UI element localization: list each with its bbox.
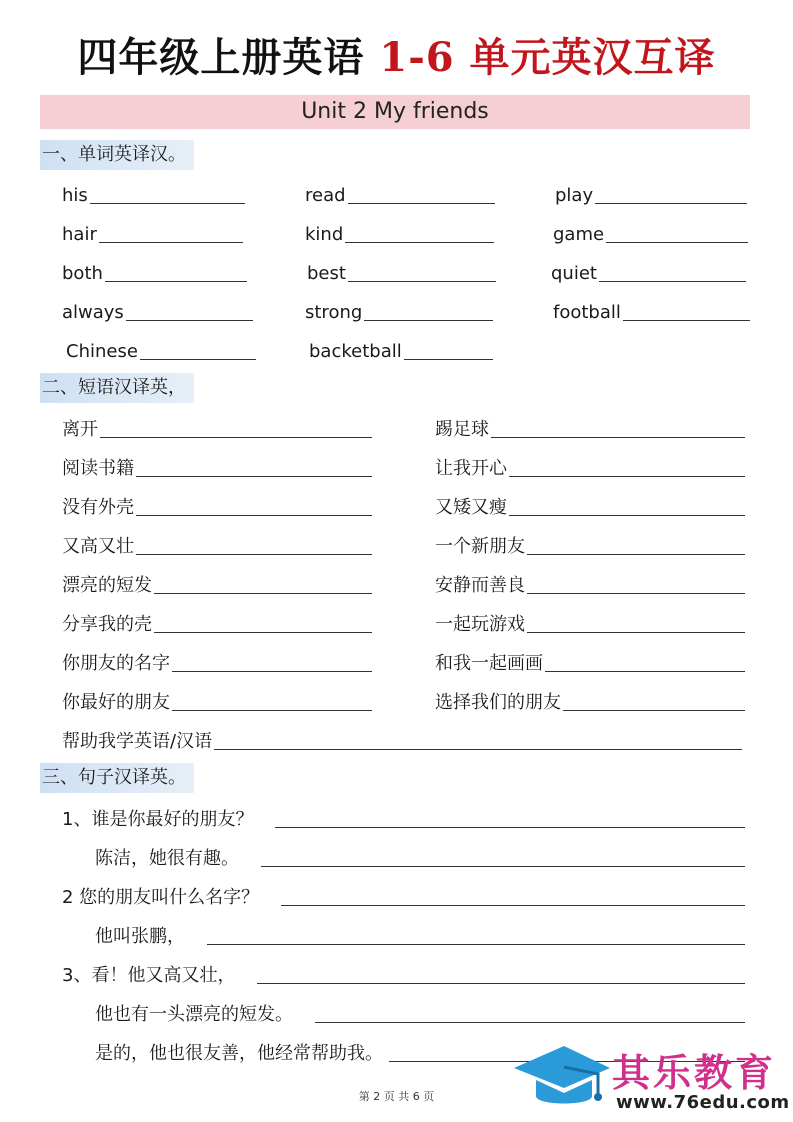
phrase-item (62, 414, 372, 442)
phrase-label: 一个新朋友 (435, 536, 525, 557)
phrase-label: 阅读书籍 (62, 458, 134, 479)
answer-blank[interactable] (154, 593, 372, 594)
sentence-item (62, 960, 745, 988)
page-footer: 第 2 页 共 6 页 (358, 1090, 435, 1103)
word-label: quiet (551, 263, 597, 284)
answer-blank[interactable] (491, 437, 745, 438)
answer-blank[interactable] (527, 593, 745, 594)
answer-blank[interactable] (281, 905, 745, 906)
word-item (307, 258, 496, 286)
sentence-label: 1、谁是你最好的朋友？ (62, 809, 254, 830)
answer-blank[interactable] (214, 749, 742, 750)
answer-blank[interactable] (404, 359, 493, 360)
sentence-item (95, 843, 745, 871)
phrase-item (62, 570, 372, 598)
phrase-item (435, 453, 745, 481)
phrase-item (435, 531, 745, 559)
word-item (62, 297, 253, 325)
unit-title-bar: Unit 2 My friends (40, 95, 750, 129)
sentence-label: 他叫张鹏， (95, 926, 185, 947)
word-item (553, 297, 750, 325)
word-item (62, 219, 243, 247)
phrase-item (435, 609, 745, 637)
word-item (551, 258, 746, 286)
section3-heading: 三、句子汉译英。 (40, 763, 194, 793)
word-label: strong (305, 302, 363, 323)
phrase-label: 又高又壮 (62, 536, 134, 557)
answer-blank[interactable] (90, 203, 245, 204)
phrase-label: 和我一起画画 (435, 653, 543, 674)
sentence-item (95, 999, 745, 1027)
word-label: hair (62, 224, 97, 245)
answer-blank[interactable] (595, 203, 747, 204)
phrase-item (62, 648, 372, 676)
answer-blank[interactable] (100, 437, 372, 438)
answer-blank[interactable] (172, 710, 372, 711)
phrase-item (62, 531, 372, 559)
phrase-label: 没有外壳 (62, 497, 134, 518)
answer-blank[interactable] (136, 515, 372, 516)
answer-blank[interactable] (527, 554, 745, 555)
phrase-item (435, 492, 745, 520)
answer-blank[interactable] (509, 476, 745, 477)
answer-blank[interactable] (105, 281, 247, 282)
answer-blank[interactable] (345, 242, 494, 243)
sentence-label: 2 您的朋友叫什么名字？ (62, 887, 260, 908)
word-label: game (553, 224, 605, 245)
sentence-item (62, 882, 745, 910)
sentence-item (62, 804, 745, 832)
section2-heading: 二、短语汉译英， (40, 373, 194, 403)
sentence-label: 他也有一头漂亮的短发。 (95, 1004, 293, 1025)
sentence-label: 是的，他也很友善，他经常帮助我。 (95, 1043, 383, 1064)
answer-blank[interactable] (348, 203, 495, 204)
answer-blank[interactable] (136, 554, 372, 555)
logo-url: www.76edu.com (616, 1092, 790, 1113)
phrase-item (435, 570, 745, 598)
word-item (555, 180, 747, 208)
word-item (305, 297, 493, 325)
phrase-item (62, 726, 742, 754)
word-label: his (62, 185, 88, 206)
word-item (66, 336, 256, 364)
title-part1: 四年级上册英语 (77, 34, 365, 81)
brand-logo (512, 1040, 790, 1116)
word-label: always (62, 302, 124, 323)
answer-blank[interactable] (257, 983, 745, 984)
phrase-label: 离开 (62, 419, 98, 440)
answer-blank[interactable] (275, 827, 745, 828)
word-label: football (553, 302, 621, 323)
sentence-label: 陈洁，她很有趣。 (95, 848, 239, 869)
word-label: backetball (309, 341, 402, 362)
answer-blank[interactable] (545, 671, 745, 672)
word-label: play (555, 185, 594, 206)
phrase-label: 一起玩游戏 (435, 614, 525, 635)
logo-text: 其乐教育 (612, 1051, 777, 1095)
phrase-item (435, 414, 745, 442)
word-item (62, 180, 245, 208)
phrase-label: 选择我们的朋友 (435, 692, 561, 713)
answer-blank[interactable] (207, 944, 745, 945)
title-part2: 1-6 单元英汉互译 (379, 34, 716, 81)
phrase-item (62, 492, 372, 520)
answer-blank[interactable] (348, 281, 496, 282)
answer-blank[interactable] (315, 1022, 745, 1023)
phrase-item (62, 687, 372, 715)
word-label: both (62, 263, 103, 284)
word-item (62, 258, 247, 286)
word-item (305, 219, 494, 247)
word-item (309, 336, 493, 364)
answer-blank[interactable] (364, 320, 493, 321)
phrase-label: 又矮又瘦 (435, 497, 507, 518)
word-label: Chinese (66, 341, 138, 362)
phrase-item (435, 648, 745, 676)
section1-heading: 一、单词英译汉。 (40, 140, 194, 170)
phrase-item (435, 687, 745, 715)
sentence-label: 3、看！他又高又壮， (62, 965, 236, 986)
word-item (553, 219, 748, 247)
answer-blank[interactable] (623, 320, 750, 321)
answer-blank[interactable] (509, 515, 745, 516)
word-label: best (307, 263, 346, 284)
phrase-label: 你最好的朋友 (62, 692, 170, 713)
answer-blank[interactable] (261, 866, 745, 867)
answer-blank[interactable] (172, 671, 372, 672)
graduation-cap-icon (512, 1040, 612, 1114)
answer-blank[interactable] (527, 632, 745, 633)
phrase-label: 踢足球 (435, 419, 489, 440)
phrase-label: 让我开心 (435, 458, 507, 479)
word-item (305, 180, 495, 208)
phrase-label: 帮助我学英语/汉语 (62, 731, 213, 752)
word-label: read (305, 185, 346, 206)
answer-blank[interactable] (136, 476, 372, 477)
answer-blank[interactable] (606, 242, 748, 243)
answer-blank[interactable] (154, 632, 372, 633)
phrase-item (62, 453, 372, 481)
phrase-label: 安静而善良 (435, 575, 525, 596)
word-label: kind (305, 224, 344, 245)
answer-blank[interactable] (99, 242, 243, 243)
answer-blank[interactable] (140, 359, 256, 360)
phrase-label: 分享我的壳 (62, 614, 152, 635)
answer-blank[interactable] (126, 320, 253, 321)
page-title (0, 30, 793, 86)
phrase-item (62, 609, 372, 637)
sentence-item (95, 921, 745, 949)
phrase-label: 你朋友的名字 (62, 653, 170, 674)
phrase-label: 漂亮的短发 (62, 575, 152, 596)
answer-blank[interactable] (563, 710, 745, 711)
answer-blank[interactable] (599, 281, 746, 282)
